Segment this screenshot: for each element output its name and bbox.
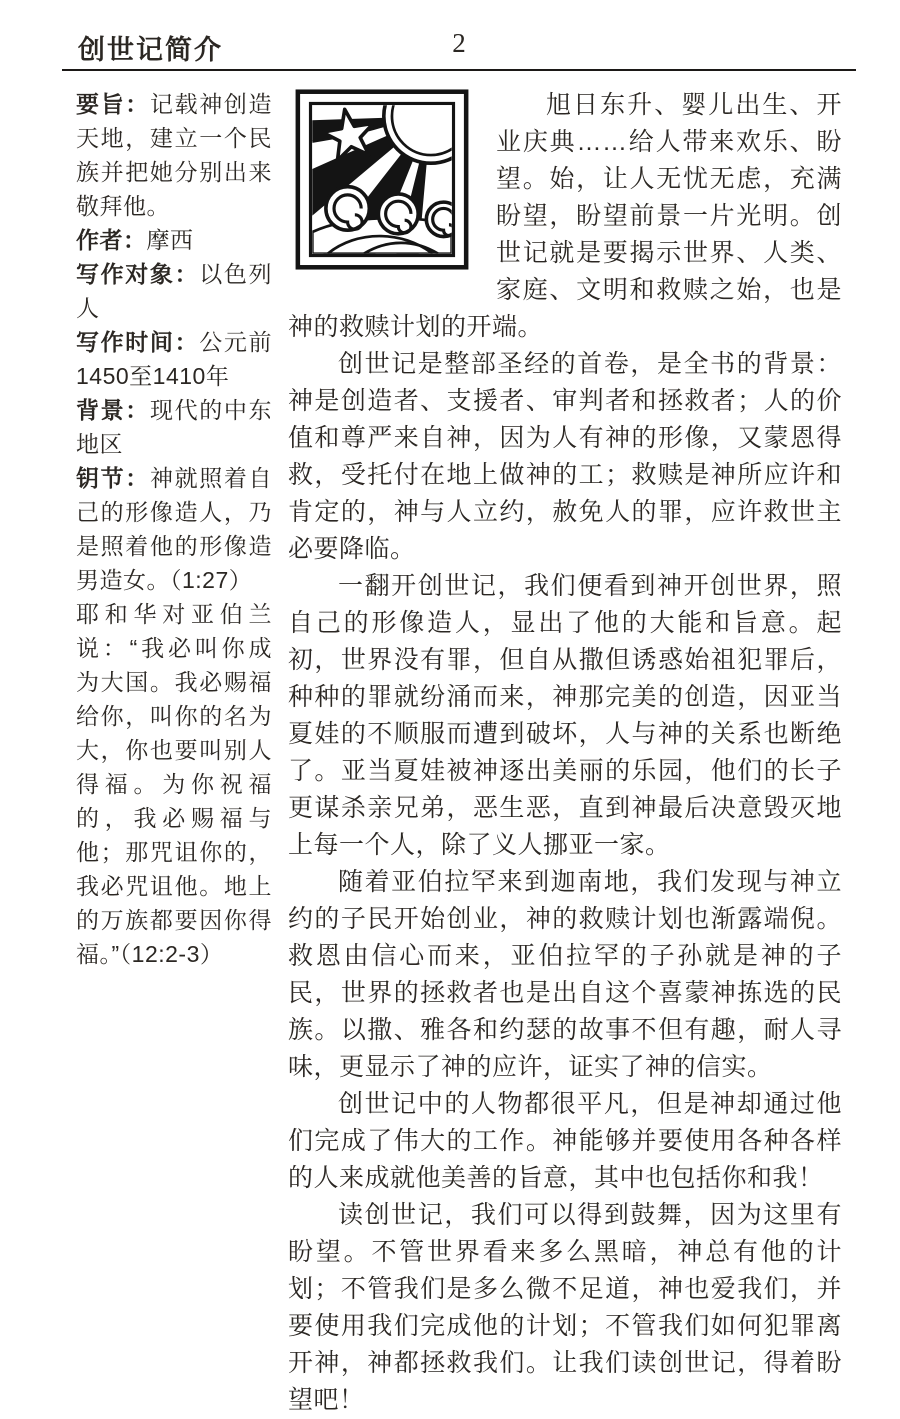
page-number: 2 — [452, 28, 466, 58]
body-paragraph-6: 读创世记，我们可以得到鼓舞，因为这里有盼望。不管世界看来多么黑暗，神总有他的计划；不管我们是多么微不足道，神也爱我们，并要使用我们完成他的计划；不管我们如何犯罪离开神，神都拯救我们。让我们读创世记，得着盼望吧！ — [288, 1201, 842, 1414]
intro-sidebar — [76, 87, 272, 1419]
sidebar-label: 写作时间： — [76, 329, 200, 355]
sidebar-text: 现代的中东地区 — [76, 397, 273, 457]
sidebar-entry-keyverse-2 — [76, 597, 272, 971]
sunrise-illustration — [288, 89, 480, 270]
main-text — [288, 87, 842, 1419]
sidebar-text: 神就照着自己的形像造人，乃是照着他的形像造男造女。（1:27） — [76, 465, 273, 593]
body-paragraph-2: 创世记是整部圣经的首卷，是全书的背景：神是创造者、支援者、审判者和拯救者；人的价值和尊严来自神，因为人有神的形像，又蒙恩得救，受托付在地上做神的工；救赎是神所应许和肯定的，神与人立约，赦免人的罪，应许救世主必要降临。 — [288, 350, 842, 563]
body-paragraph-5: 创世记中的人物都很平凡，但是神却通过他们完成了伟大的工作。神能够并要使用各种各样的人来成就他美善的旨意，其中也包括你和我！ — [288, 1090, 842, 1192]
sidebar-label: 钥节： — [76, 465, 150, 491]
sidebar-entry-theme — [76, 87, 272, 223]
sidebar-label: 要旨： — [76, 91, 150, 117]
sidebar-entry-author — [76, 223, 272, 257]
page-content — [76, 71, 842, 1419]
sidebar-text: 公元前1450至1410年 — [76, 329, 273, 389]
sidebar-label: 背景： — [76, 397, 150, 423]
body-paragraph-4: 随着亚伯拉罕来到迦南地，我们发现与神立约的子民开始创业，神的救赎计划也渐露端倪。救恩由信心而来，亚伯拉罕的子孙就是神的子民，世界的拯救者也是出自这个喜蒙神拣选的民族。以撒、雅各和约瑟的故事不但有趣，耐人寻味，更显示了神的应许，证实了神的信实。 — [288, 868, 842, 1081]
sidebar-text: 记载神创造天地，建立一个民族并把她分别出来敬拜他。 — [76, 91, 273, 219]
sidebar-label: 作者： — [76, 227, 147, 253]
sidebar-entry-audience — [76, 257, 272, 325]
sunrise-woodcut-icon — [288, 89, 476, 270]
sidebar-label: 写作对象： — [76, 261, 200, 287]
sidebar-text: 摩西 — [146, 227, 194, 253]
body-paragraph-1: 旭日东升、婴儿出生、开业庆典……给人带来欢乐、盼望。始，让人无忧无虑，充满盼望，盼望前景一片光明。创世记就是要揭示世界、人类、家庭、文明和救赎之始，也是神的救赎计划的开端。 — [288, 91, 842, 341]
sidebar-entry-date — [76, 325, 272, 393]
body-paragraph-3: 一翻开创世记，我们便看到神开创世界，照自己的形像造人，显出了他的大能和旨意。起初，世界没有罪，但自从撒但诱惑始祖犯罪后，种种的罪就纷涌而来，神那完美的创造，因亚当夏娃的不顺服而遭到破坏，人与神的关系也断绝了。亚当夏娃被神逐出美丽的乐园，他们的长子更谋杀亲兄弟，恶生恶，直到神最后决意毁灭地上每一个人，除了义人挪亚一家。 — [288, 572, 842, 859]
sidebar-entry-setting — [76, 393, 272, 461]
sidebar-entry-keyverse — [76, 461, 272, 597]
sidebar-text: 耶和华对亚伯兰说：“我必叫你成为大国。我必赐福给你，叫你的名为大，你也要叫别人得福。为你祝福的，我必赐福与他；那咒诅你的，我必咒诅他。地上的万族都要因你得福。”（12:2-3） — [76, 601, 272, 967]
sidebar-text: 以色列人 — [76, 261, 273, 321]
page-title: 创世记简介 — [78, 35, 223, 65]
page-header — [76, 28, 842, 64]
